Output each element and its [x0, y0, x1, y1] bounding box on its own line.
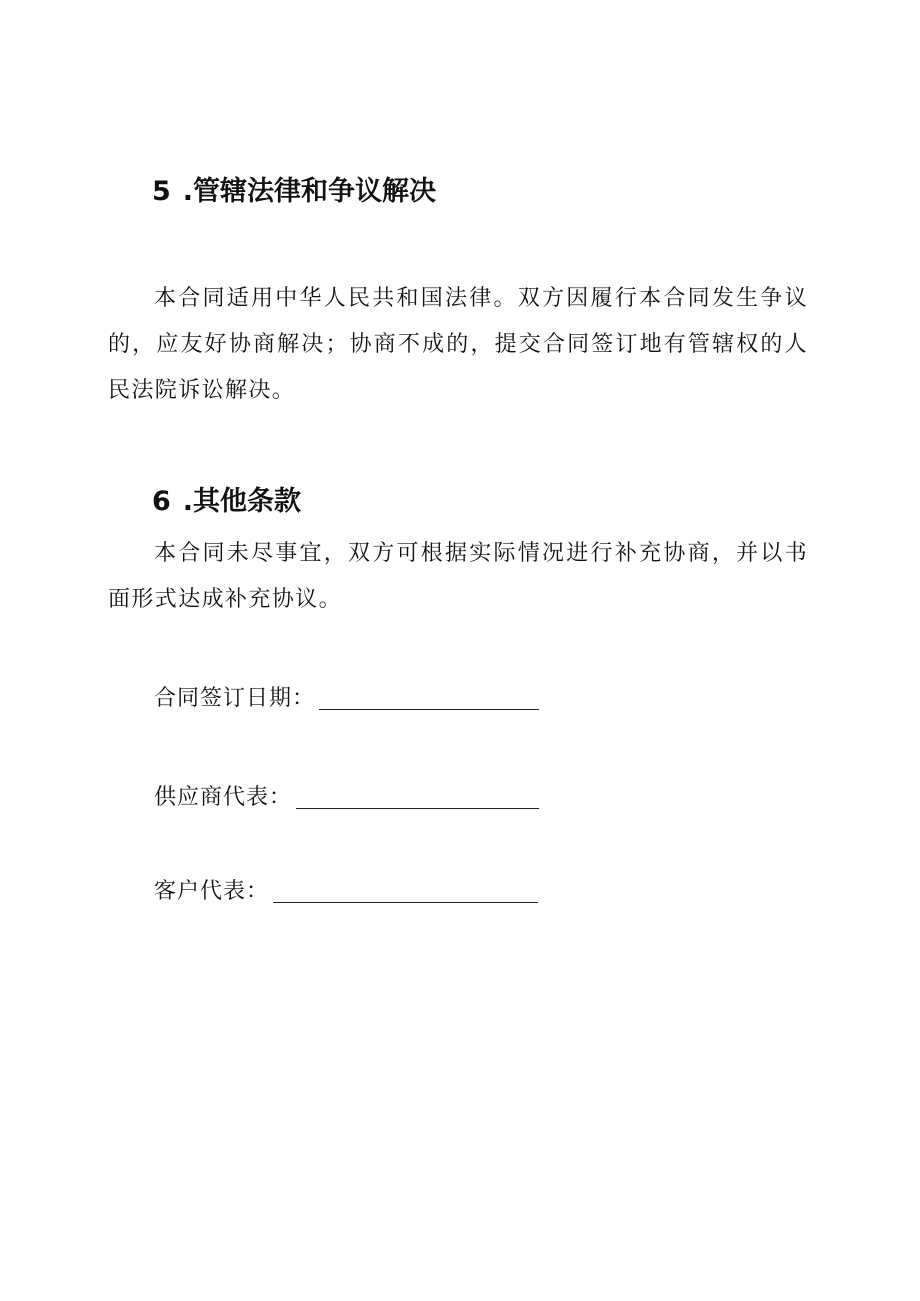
supplier-rep-row: [154, 787, 539, 809]
supplier-rep-blank[interactable]: [296, 790, 539, 809]
customer-rep-row: [154, 881, 538, 903]
signing-date-label: 合同签订日期：: [154, 686, 316, 711]
section-5-heading: [152, 178, 436, 205]
signing-date-row: [154, 688, 539, 710]
section-5-number: 5: [152, 176, 171, 207]
section-6-heading: [152, 488, 301, 515]
customer-rep-blank[interactable]: [273, 884, 538, 903]
section-6-number: 6: [152, 486, 171, 517]
section-6-title: .其他条款: [182, 486, 302, 517]
signing-date-blank[interactable]: [319, 691, 539, 710]
section-6-body: 本合同未尽事宜，双方可根据实际情况进行补充协商，并以书面形式达成补充协议。: [108, 541, 808, 612]
section-5-title: .管辖法律和争议解决: [182, 176, 437, 207]
supplier-rep-label: 供应商代表：: [154, 785, 293, 810]
customer-rep-label: 客户代表：: [154, 879, 270, 904]
section-5-body: 本合同适用中华人民共和国法律。双方因履行本合同发生争议的，应友好协商解决；协商不成的，提交合同签订地有管辖权的人民法院诉讼解决。: [108, 286, 808, 403]
